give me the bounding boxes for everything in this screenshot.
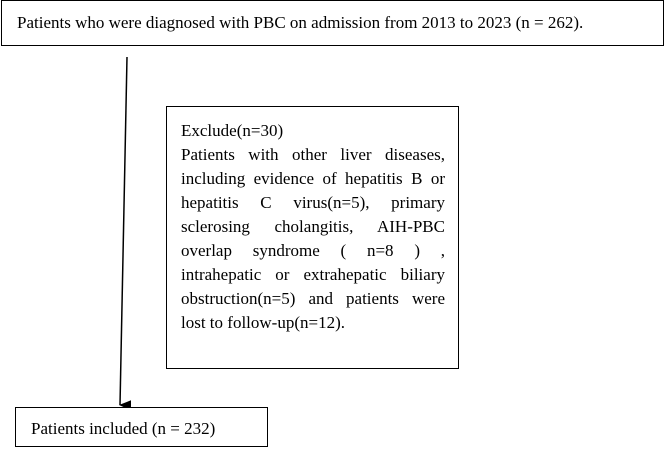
included-patients-text: Patients included (n = 232) — [31, 419, 216, 438]
diagnosed-patients-text: Patients who were diagnosed with PBC on admission from 2013 to 2023 (n = 262). — [17, 13, 584, 32]
exclusion-line: Patients with other liver diseases, — [181, 145, 445, 164]
exclusion-line: intrahepatic or extrahepatic biliary — [181, 265, 445, 284]
exclusion-line: including evidence of hepatitis B or — [181, 169, 445, 188]
exclusion-line: lost to follow-up(n=12). — [181, 313, 345, 332]
exclusion-title: Exclude(n=30) — [181, 121, 284, 140]
exclusion-box — [166, 106, 459, 369]
included-patients-box — [15, 407, 268, 447]
exclusion-line: overlap syndrome ( n=8 ) , — [181, 241, 445, 260]
exclusion-line: obstruction(n=5) and patients were — [181, 289, 445, 308]
diagnosed-patients-box — [1, 0, 664, 46]
exclusion-line: hepatitis C virus(n=5), primary — [181, 193, 445, 212]
exclusion-line: sclerosing cholangitis, AIH-PBC — [181, 217, 445, 236]
